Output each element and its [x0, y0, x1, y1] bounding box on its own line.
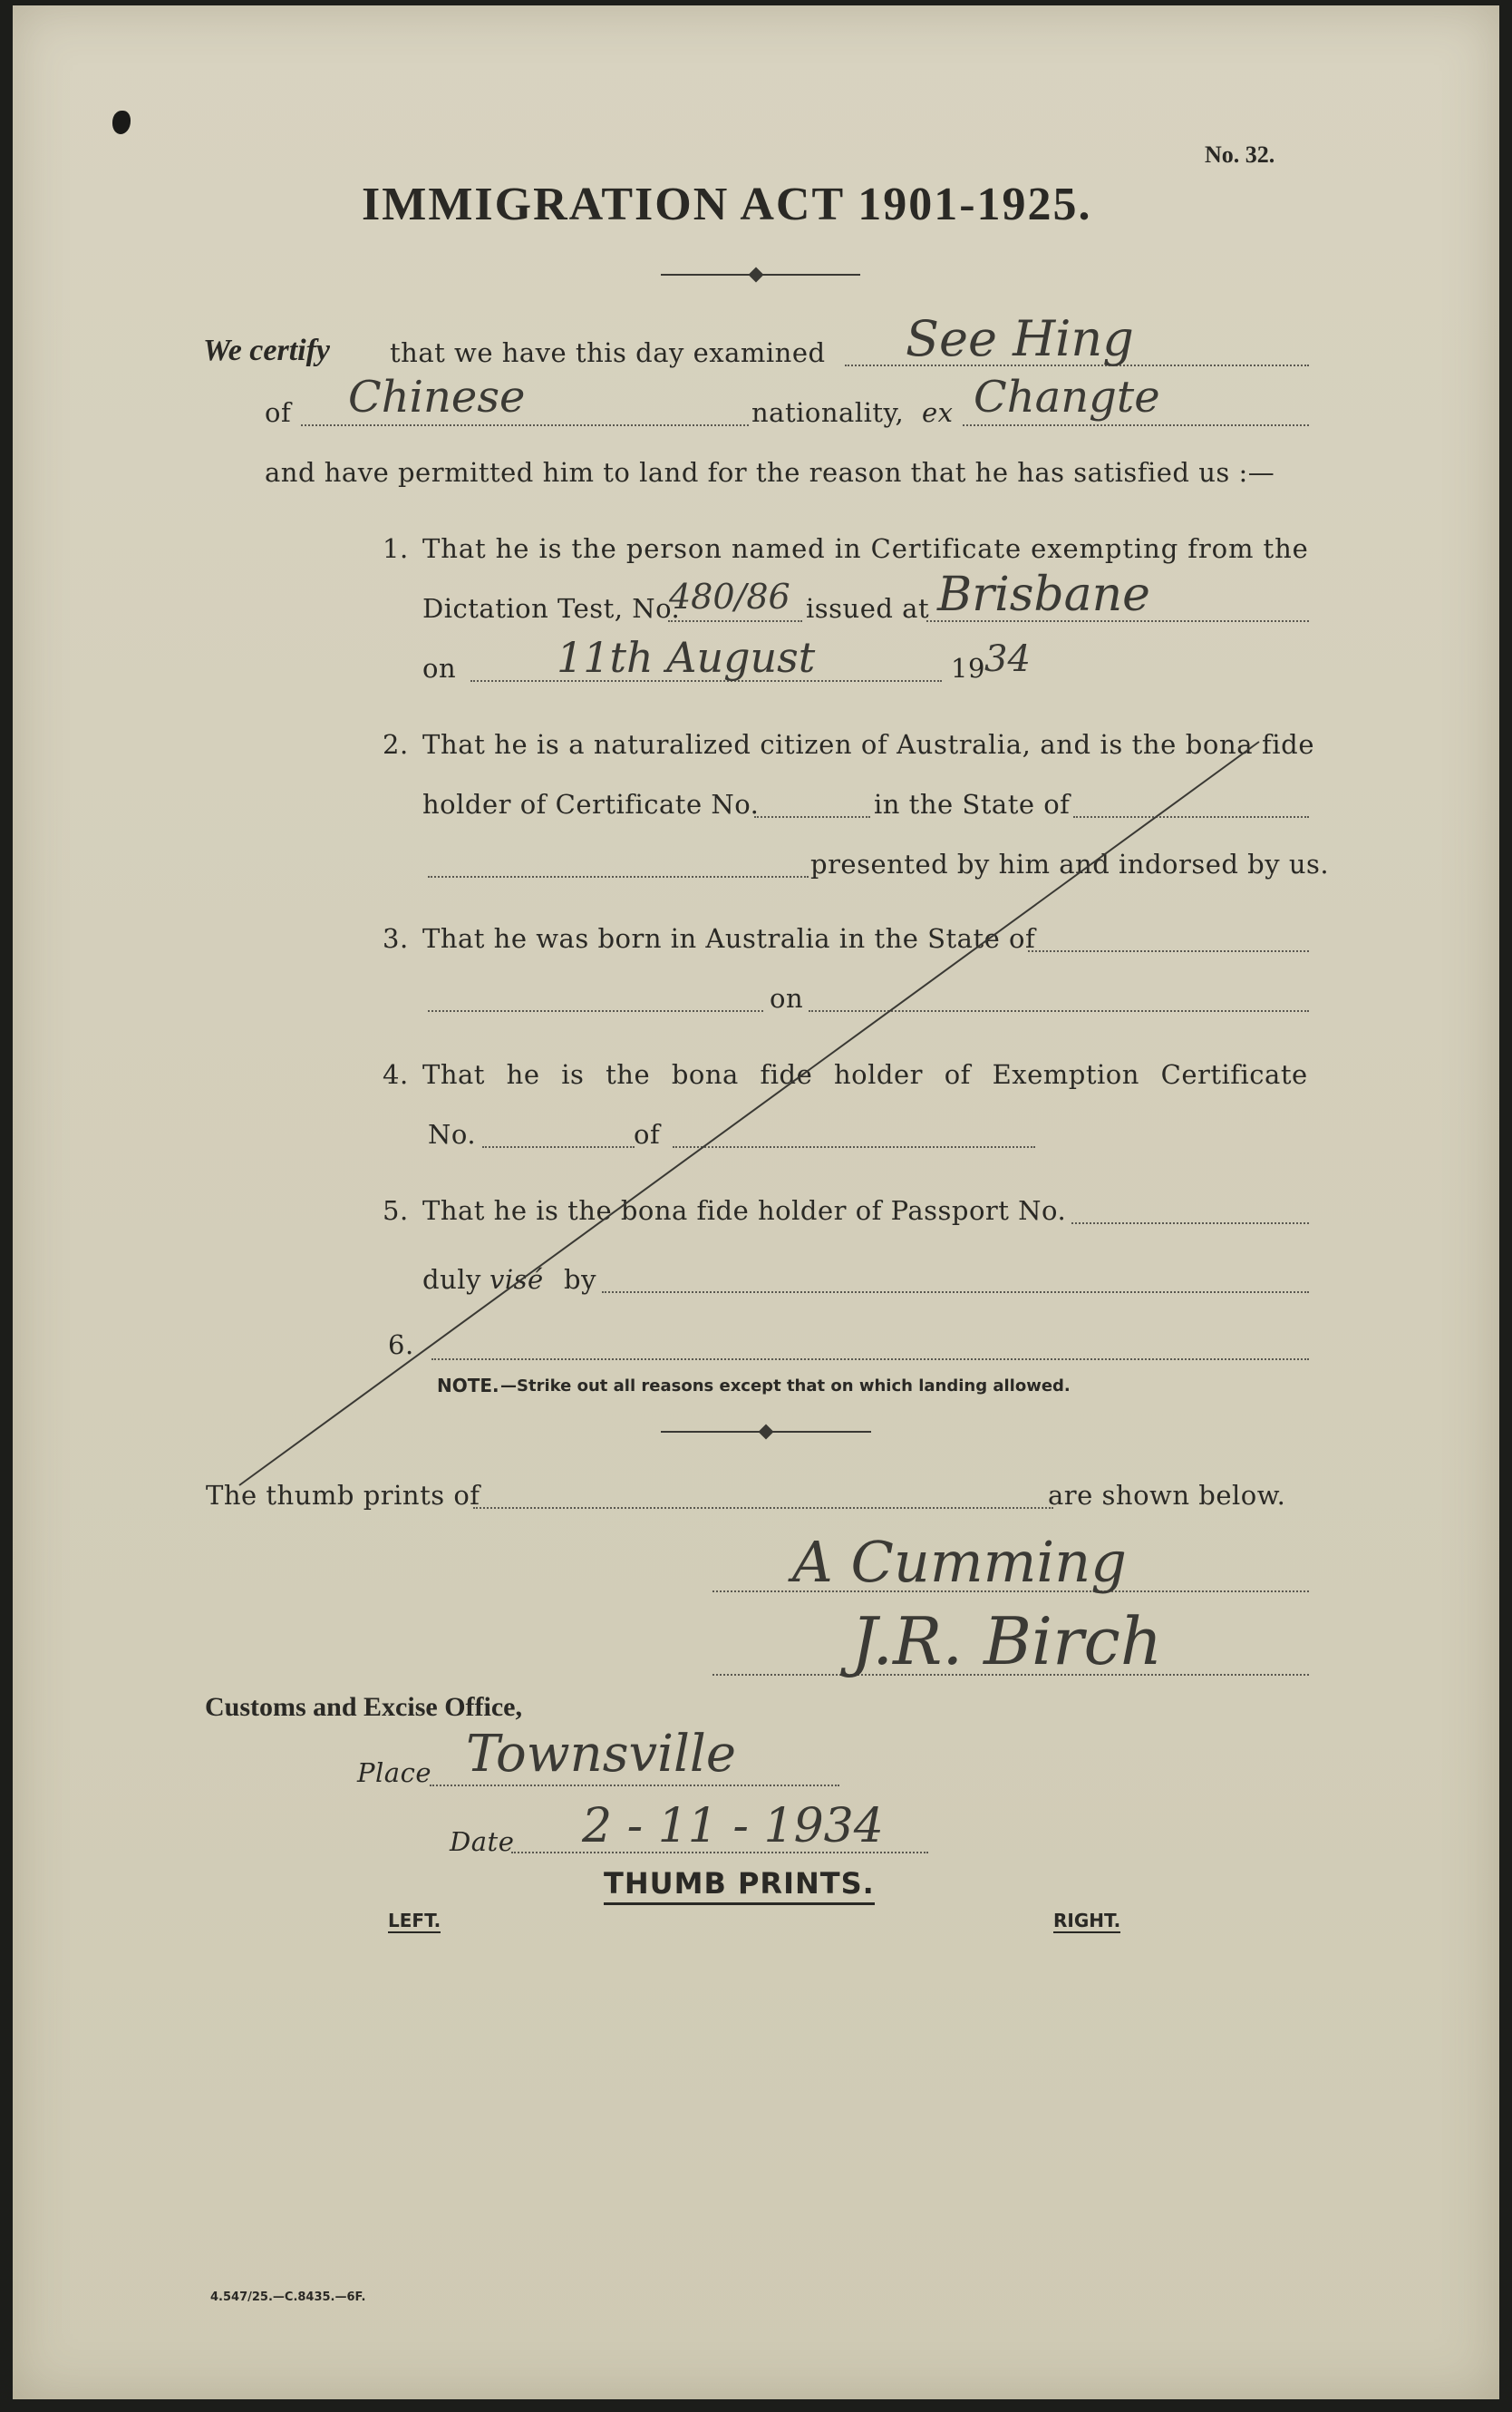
reason-1-dictation: Dictation Test, No.	[422, 593, 681, 624]
reason-5-line1: That he is the bona fide holder of Passport No.	[422, 1195, 1067, 1226]
certify-text: that we have this day examined	[390, 337, 826, 368]
place-value: Townsville	[466, 1725, 736, 1784]
reason-1-number: 1.	[383, 533, 409, 564]
date-label: Date	[450, 1826, 515, 1857]
reason-3-line1: That he was born in Australia in the State of	[422, 923, 1036, 954]
form-title: IMMIGRATION ACT 1901-1925.	[362, 179, 1092, 230]
reason-1-line1: That he is the person named in Certificate exempting from the	[422, 533, 1309, 564]
reason-4-of: of	[634, 1119, 661, 1150]
ex-label: ex	[922, 397, 954, 428]
reason-5-number: 5.	[383, 1195, 409, 1226]
reason-2-presented: presented by him and indorsed by us.	[810, 849, 1330, 880]
of-label: of	[265, 397, 292, 428]
strike-out-line	[13, 5, 1499, 2399]
reason-1-issued: issued at	[806, 593, 930, 624]
reason-5-duly: duly	[422, 1264, 481, 1295]
certificate-number: 480/86	[669, 577, 790, 617]
right-thumb-label: RIGHT.	[1053, 1910, 1121, 1931]
thumb-shown-text: are shown below.	[1048, 1480, 1286, 1511]
nationality-label: nationality,	[751, 397, 905, 428]
reason-5-vise: visé	[489, 1264, 544, 1295]
left-thumb-label: LEFT.	[388, 1910, 441, 1931]
reason-5-by: by	[564, 1264, 596, 1295]
reason-2-holder: holder of Certificate No.	[422, 789, 760, 820]
reason-6-number: 6.	[388, 1329, 414, 1360]
date-value: 2 - 11 - 1934	[582, 1799, 884, 1853]
signature-1: A Cumming	[792, 1529, 1127, 1595]
issued-date: 11th August	[557, 633, 816, 682]
note-label: NOTE.	[437, 1375, 499, 1396]
reason-4-number: 4.	[383, 1059, 409, 1090]
thumb-prints-text: The thumb prints of	[206, 1480, 480, 1511]
examined-name: See Hing	[906, 310, 1134, 367]
reason-1-on: on	[422, 653, 457, 684]
document-page	[13, 5, 1499, 2399]
form-number: No. 32.	[1205, 141, 1275, 168]
reason-4-line1: That he is the bona fide holder of Exemption Certificate	[422, 1059, 1308, 1090]
issued-place: Brisbane	[937, 568, 1150, 622]
permit-text: and have permitted him to land for the reason that he has satisfied us :—	[265, 457, 1275, 488]
ship-name: Changte	[974, 372, 1160, 423]
office-heading: Customs and Excise Office,	[205, 1692, 522, 1722]
place-label: Place	[357, 1757, 431, 1788]
reason-2-number: 2.	[383, 729, 409, 760]
reason-2-line1: That he is a naturalized citizen of Australia, and is the bona fide	[422, 729, 1315, 760]
note-text: —Strike out all reasons except that on which landing allowed.	[500, 1376, 1071, 1396]
reason-3-on: on	[770, 983, 804, 1014]
issued-year-prefix: 19	[951, 653, 985, 684]
issued-year-suffix: 34	[984, 638, 1031, 680]
reason-4-no: No.	[428, 1119, 477, 1150]
print-code: 4.547/25.—C.8435.—6F.	[210, 2290, 366, 2304]
signature-2: J.R. Birch	[851, 1603, 1163, 1679]
certify-prefix: We certify	[203, 334, 331, 367]
reason-2-state: in the State of	[874, 789, 1071, 820]
nationality-value: Chinese	[348, 372, 526, 423]
thumb-prints-heading: THUMB PRINTS.	[604, 1866, 875, 1905]
reason-3-number: 3.	[383, 923, 409, 954]
